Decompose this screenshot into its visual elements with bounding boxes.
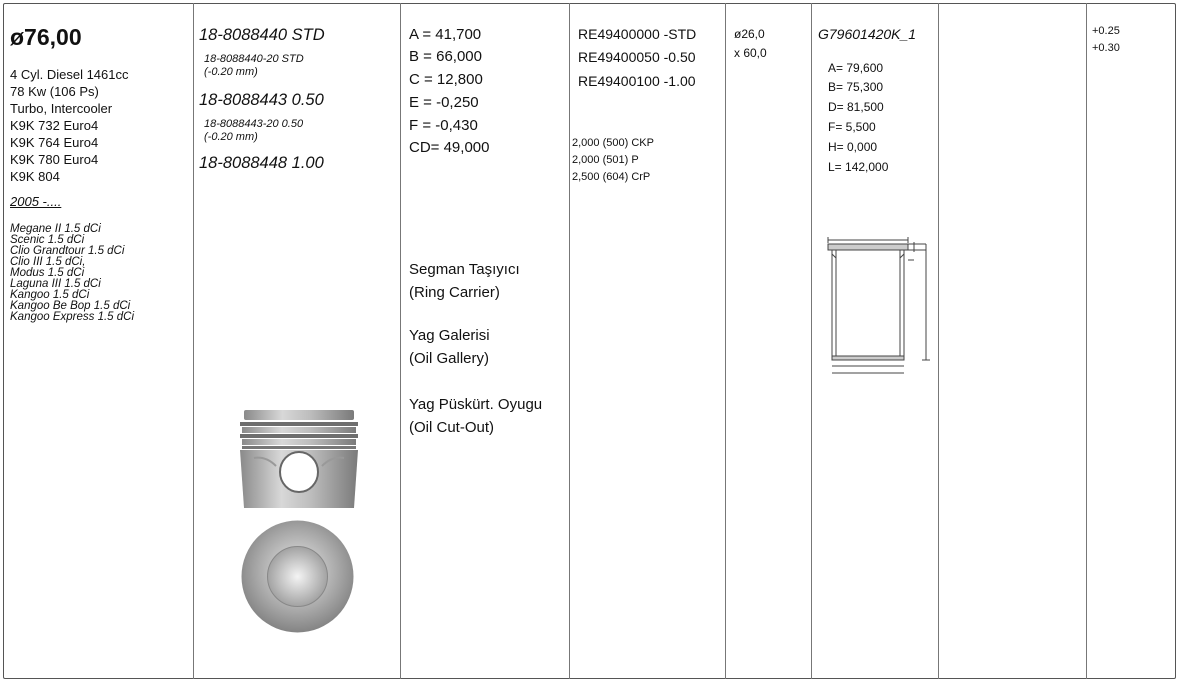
engine-spec: K9K 732 Euro4 bbox=[10, 118, 99, 133]
ring-spec: 2,500 (604) CrP bbox=[572, 171, 651, 183]
ring-part-number: RE49400000 -STD bbox=[578, 26, 697, 42]
oversize-value: +0.30 bbox=[1092, 42, 1120, 54]
feature-label: Yag Püskürt. Oyugu bbox=[409, 396, 543, 413]
table-frame bbox=[3, 3, 1176, 679]
piston-sub-part: 18-8088440-20 STD bbox=[204, 53, 304, 65]
piston-side-image bbox=[236, 408, 362, 516]
liner-dimension: D= 81,500 bbox=[828, 100, 884, 114]
engine-spec: 4 Cyl. Diesel 1461cc bbox=[10, 67, 129, 82]
engine-spec: K9K 780 Euro4 bbox=[10, 152, 99, 167]
piston-sub-note: (-0.20 mm) bbox=[204, 66, 258, 78]
engine-spec: K9K 764 Euro4 bbox=[10, 135, 99, 150]
pin-diameter: ø26,0 bbox=[734, 27, 765, 41]
column-divider bbox=[400, 3, 401, 679]
column-divider bbox=[811, 3, 812, 679]
vehicle-model: Clio III 1.5 dCi, bbox=[10, 256, 86, 268]
column-divider bbox=[1086, 3, 1087, 679]
piston-sub-part: 18-8088443-20 0.50 bbox=[204, 118, 304, 130]
engine-spec: K9K 804 bbox=[10, 169, 60, 184]
vehicle-model: Laguna III 1.5 dCi bbox=[10, 278, 101, 290]
bore-diameter: ø76,00 bbox=[10, 24, 82, 50]
piston-dimension: A = 41,700 bbox=[409, 26, 482, 43]
piston-part-number: 18-8088440 STD bbox=[199, 26, 325, 44]
liner-dimension: F= 5,500 bbox=[828, 120, 876, 134]
ring-spec: 2,000 (500) CKP bbox=[572, 137, 654, 149]
vehicle-model: Megane II 1.5 dCi bbox=[10, 223, 101, 235]
piston-part-number: 18-8088448 1.00 bbox=[199, 154, 324, 172]
liner-dimension: L= 142,000 bbox=[828, 160, 889, 174]
feature-label: Segman Taşıyıcı bbox=[409, 261, 520, 278]
vehicle-model: Kangoo 1.5 dCi bbox=[10, 289, 90, 301]
piston-dimension: CD= 49,000 bbox=[409, 139, 490, 156]
engine-spec: Turbo, Intercooler bbox=[10, 101, 113, 116]
engine-spec: 78 Kw (106 Ps) bbox=[10, 84, 99, 99]
pin-length: x 60,0 bbox=[734, 46, 767, 60]
oversize-value: +0.25 bbox=[1092, 25, 1120, 37]
feature-label: Yag Galerisi bbox=[409, 327, 490, 344]
ring-part-number: RE49400050 -0.50 bbox=[578, 49, 696, 65]
ring-spec: 2,000 (501) P bbox=[572, 154, 639, 166]
piston-part-number: 18-8088443 0.50 bbox=[199, 91, 324, 109]
piston-top-image bbox=[240, 519, 355, 634]
vehicle-model: Scenic 1.5 dCi bbox=[10, 234, 85, 246]
piston-dimension: F = -0,430 bbox=[409, 117, 478, 134]
vehicle-model: Kangoo Express 1.5 dCi bbox=[10, 311, 135, 323]
vehicle-model: Kangoo Be Bop 1.5 dCi bbox=[10, 300, 131, 312]
column-divider bbox=[725, 3, 726, 679]
piston-dimension: B = 66,000 bbox=[409, 48, 482, 65]
piston-dimension: C = 12,800 bbox=[409, 71, 483, 88]
liner-dimension: H= 0,000 bbox=[828, 140, 878, 154]
column-divider bbox=[569, 3, 570, 679]
vehicle-model: Modus 1.5 dCi bbox=[10, 267, 85, 279]
feature-label: (Oil Gallery) bbox=[409, 350, 490, 367]
vehicle-model: Clio Grandtour 1.5 dCi bbox=[10, 245, 125, 257]
liner-drawing-image bbox=[822, 232, 940, 380]
piston-dimension: E = -0,250 bbox=[409, 94, 479, 111]
production-year: 2005 -.... bbox=[10, 194, 62, 209]
liner-dimension: A= 79,600 bbox=[828, 61, 884, 75]
liner-dimension: B= 75,300 bbox=[828, 80, 884, 94]
feature-label: (Oil Cut-Out) bbox=[409, 419, 495, 436]
piston-sub-note: (-0.20 mm) bbox=[204, 131, 258, 143]
liner-part-number: G79601420K_1 bbox=[818, 26, 917, 42]
column-divider bbox=[193, 3, 194, 679]
ring-part-number: RE49400100 -1.00 bbox=[578, 73, 696, 89]
feature-label: (Ring Carrier) bbox=[409, 284, 500, 301]
